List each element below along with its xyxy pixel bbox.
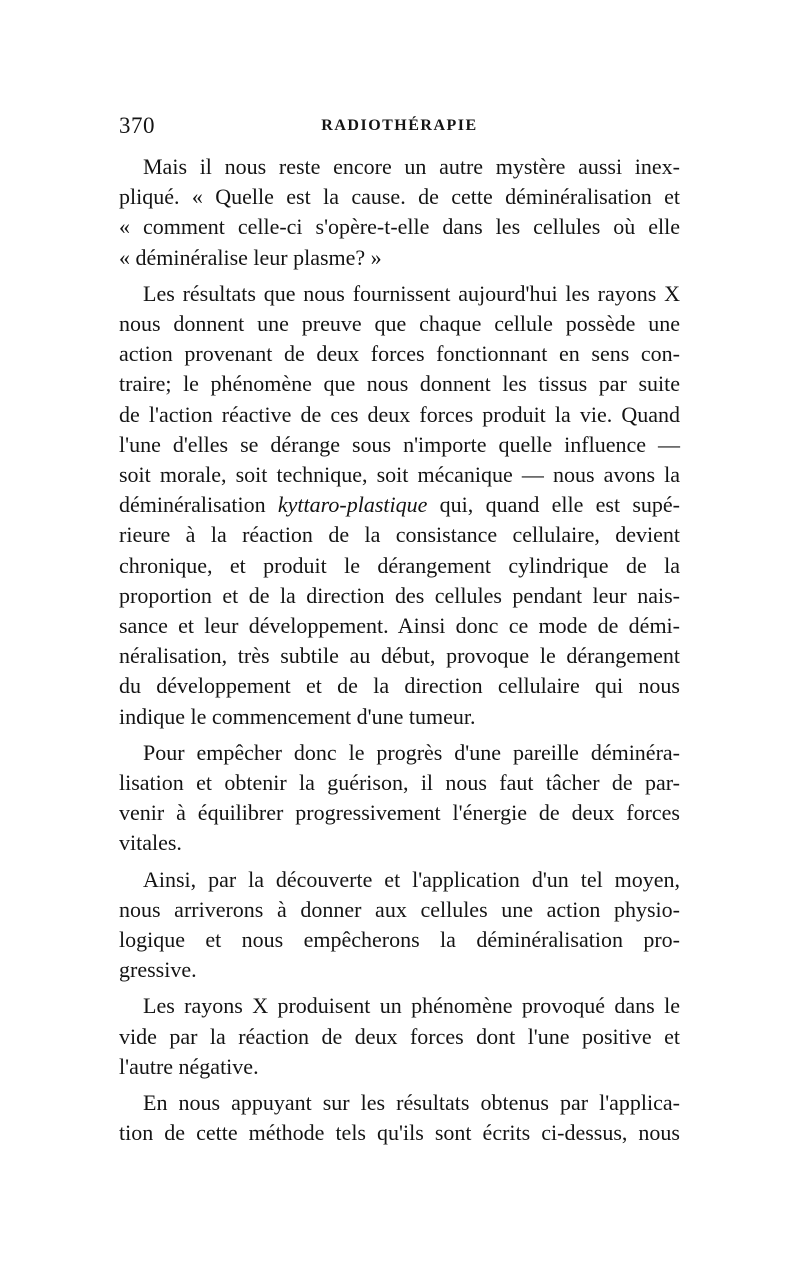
text-line: tion de cette méthode tels qu'ils sont écrits ci-dessus, nous: [119, 1120, 680, 1146]
text-line: chronique, et produit le dérangement cylindrique de la: [119, 552, 680, 578]
text-line: traire; le phénomène que nous donnent les tissus par suite: [119, 371, 680, 397]
body-text: [119, 152, 680, 1149]
text-line: de l'action réactive de ces deux forces produit la vie. Quand: [119, 401, 680, 427]
line-text-before: déminéralisation: [119, 492, 278, 518]
running-title: RADIOTHÉRAPIE: [321, 117, 478, 134]
text-line: « comment celle-ci s'opère-t-elle dans les cellules où elle: [119, 214, 680, 240]
text-line-with-italic: [119, 490, 680, 520]
text-line: l'autre négative.: [119, 1053, 259, 1079]
paragraph-2: [119, 279, 680, 732]
text-line: logique et nous empêcherons la déminéralisation pro-: [119, 927, 680, 953]
running-head: [119, 113, 680, 143]
text-line: Pour empêcher donc le progrès d'une pareille déminéra-: [143, 739, 680, 765]
text-line: pliqué. « Quelle est la cause. de cette déminéralisation et: [119, 184, 680, 210]
text-line: nous donnent une preuve que chaque cellule possède une: [119, 311, 680, 337]
text-line: « déminéralise leur plasme? »: [119, 244, 382, 270]
text-line: Ainsi, par la découverte et l'application d'un tel moyen,: [143, 866, 680, 892]
text-line: vide par la réaction de deux forces dont l'une positive et: [119, 1023, 680, 1049]
text-line: vitales.: [119, 830, 182, 856]
text-line: proportion et de la direction des cellules pendant leur nais-: [119, 582, 680, 608]
text-line: gressive.: [119, 957, 197, 983]
text-line: venir à équilibrer progressivement l'énergie de deux forces: [119, 800, 680, 826]
text-line: du développement et de la direction cellulaire qui nous: [119, 673, 680, 699]
paragraph-3: [119, 738, 680, 859]
italic-term: kyttaro-plastique: [277, 492, 428, 518]
line-text-after: qui, quand elle est supé-: [427, 492, 680, 518]
text-line: l'une d'elles se dérange sous n'importe quelle influence —: [119, 431, 680, 457]
text-line: Les rayons X produisent un phénomène provoqué dans le: [143, 993, 680, 1019]
text-line: action provenant de deux forces fonctionnant en sens con-: [119, 341, 680, 367]
text-line: Les résultats que nous fournissent aujourd'hui les rayons X: [143, 280, 680, 306]
text-line: En nous appuyant sur les résultats obtenus par l'applica-: [143, 1090, 680, 1116]
text-line: indique le commencement d'une tumeur.: [119, 703, 476, 729]
text-line: néralisation, très subtile au début, provoque le dérangement: [119, 643, 680, 669]
page-number: 370: [119, 113, 155, 138]
text-line: soit morale, soit technique, soit mécanique — nous avons la: [119, 462, 680, 488]
paragraph-4: [119, 865, 680, 986]
text-line: rieure à la réaction de la consistance cellulaire, devient: [119, 522, 680, 548]
text-line: lisation et obtenir la guérison, il nous faut tâcher de par-: [119, 770, 680, 796]
paragraph-5: [119, 991, 680, 1082]
text-line: nous arriverons à donner aux cellules une action physio-: [119, 896, 680, 922]
paragraph-1: [119, 152, 680, 273]
paragraph-6: [119, 1088, 680, 1148]
text-line: sance et leur développement. Ainsi donc ce mode de démi-: [119, 613, 680, 639]
text-line: Mais il nous reste encore un autre mystère aussi inex-: [143, 154, 680, 179]
